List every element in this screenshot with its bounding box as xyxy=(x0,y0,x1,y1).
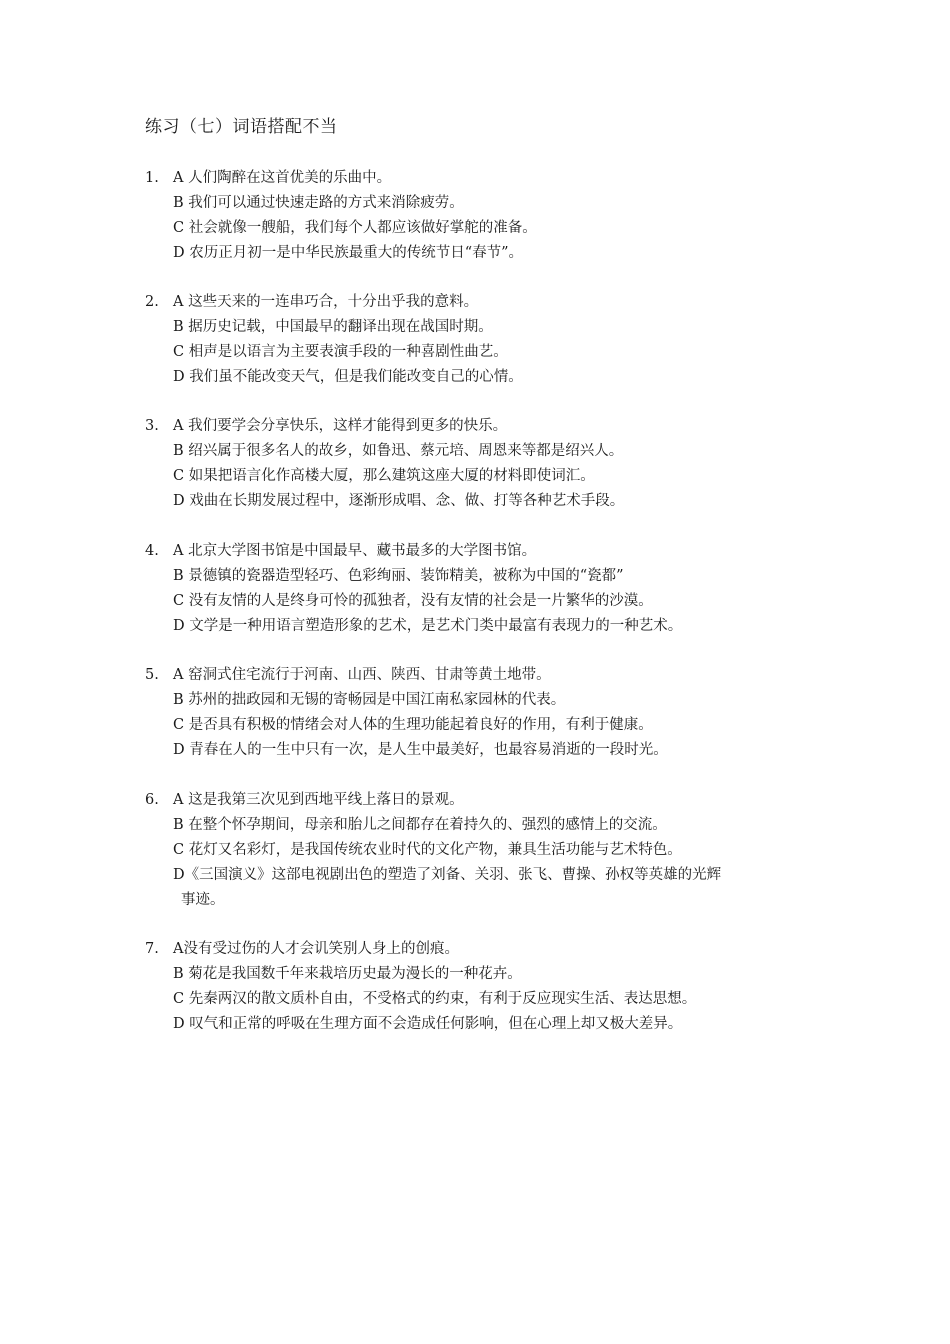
option-line xyxy=(145,241,825,266)
question-number: 7. xyxy=(145,941,159,957)
option-b: B 绍兴属于很多名人的故乡，如鲁迅、蔡元培、周恩来等都是绍兴人。 xyxy=(173,443,624,459)
option-b: B 苏州的拙政园和无锡的寄畅园是中国江南私家园林的代表。 xyxy=(173,692,566,708)
option-c: C 花灯又名彩灯，是我国传统农业时代的文化产物，兼具生活功能与艺术特色。 xyxy=(173,842,682,858)
option-line xyxy=(145,315,825,340)
question-number: 6. xyxy=(145,792,159,808)
question-3 xyxy=(145,414,825,514)
option-d: D 戏曲在长期发展过程中，逐渐形成唱、念、做、打等各种艺术手段。 xyxy=(173,493,625,509)
option-line xyxy=(145,290,825,315)
question-number: 2. xyxy=(145,294,159,310)
option-line xyxy=(145,539,825,564)
option-a: A 北京大学图书馆是中国最早、藏书最多的大学图书馆。 xyxy=(173,543,537,559)
option-line xyxy=(145,464,825,489)
question-number: 4. xyxy=(145,543,159,559)
option-line xyxy=(145,937,825,962)
option-d: D 叹气和正常的呼吸在生理方面不会造成任何影响，但在心理上却又极大差异。 xyxy=(173,1016,683,1032)
option-d: D 文学是一种用语言塑造形象的艺术，是艺术门类中最富有表现力的一种艺术。 xyxy=(173,618,683,634)
option-line xyxy=(145,987,825,1012)
option-d: D 我们虽不能改变天气，但是我们能改变自己的心情。 xyxy=(173,369,523,385)
question-number: 5. xyxy=(145,667,159,683)
option-line xyxy=(145,688,825,713)
option-line xyxy=(145,663,825,688)
option-line xyxy=(145,614,825,639)
question-4 xyxy=(145,539,825,639)
option-c: C 社会就像一艘船，我们每个人都应该做好掌舵的准备。 xyxy=(173,220,537,236)
option-line xyxy=(145,962,825,987)
option-a: A 人们陶醉在这首优美的乐曲中。 xyxy=(173,170,392,186)
option-b: B 我们可以通过快速走路的方式来消除疲劳。 xyxy=(173,195,464,211)
option-b: B 在整个怀孕期间，母亲和胎儿之间都存在着持久的、强烈的感情上的交流。 xyxy=(173,817,667,833)
option-line xyxy=(145,564,825,589)
option-line xyxy=(145,365,825,390)
option-line xyxy=(145,191,825,216)
option-a: A 这是我第三次见到西地平线上落日的景观。 xyxy=(173,792,464,808)
option-b: B 菊花是我国数千年来栽培历史最为漫长的一种花卉。 xyxy=(173,966,522,982)
option-a: A 我们要学会分享快乐，这样才能得到更多的快乐。 xyxy=(173,418,508,434)
option-a: A没有受过伤的人才会讥笑别人身上的创痕。 xyxy=(173,941,459,957)
option-d: D 农历正月初一是中华民族最重大的传统节日“春节”。 xyxy=(173,245,524,261)
question-5 xyxy=(145,663,825,763)
question-7 xyxy=(145,937,825,1037)
option-c: C 先秦两汉的散文质朴自由，不受格式的约束，有利于反应现实生活、表达思想。 xyxy=(173,991,697,1007)
question-1 xyxy=(145,166,825,266)
question-number: 1. xyxy=(145,170,159,186)
page-title: 练习（七）词语搭配不当 xyxy=(145,117,338,137)
option-line xyxy=(145,813,825,838)
option-line xyxy=(145,340,825,365)
option-line xyxy=(145,788,825,813)
option-c: C 没有友情的人是终身可怜的孤独者，没有友情的社会是一片繁华的沙漠。 xyxy=(173,593,653,609)
option-line xyxy=(145,863,825,888)
option-d: D 青春在人的一生中只有一次，是人生中最美好，也最容易消逝的一段时光。 xyxy=(173,742,668,758)
option-line xyxy=(145,439,825,464)
option-line xyxy=(145,838,825,863)
option-line xyxy=(145,589,825,614)
option-line xyxy=(145,414,825,439)
option-b: B 据历史记载，中国最早的翻译出现在战国时期。 xyxy=(173,319,493,335)
option-line xyxy=(145,166,825,191)
option-d: D《三国演义》这部电视剧出色的塑造了刘备、关羽、张飞、曹操、孙权等英雄的光辉 xyxy=(173,867,722,883)
option-c: C 如果把语言化作高楼大厦，那么建筑这座大厦的材料即使词汇。 xyxy=(173,468,595,484)
option-line xyxy=(145,888,825,913)
question-6 xyxy=(145,788,825,913)
option-a: A 这些天来的一连串巧合，十分出乎我的意料。 xyxy=(173,294,479,310)
option-d-continuation: 事迹。 xyxy=(181,892,225,908)
option-a: A 窑洞式住宅流行于河南、山西、陕西、甘肃等黄土地带。 xyxy=(173,667,551,683)
option-line xyxy=(145,489,825,514)
option-line xyxy=(145,216,825,241)
question-2 xyxy=(145,290,825,390)
option-c: C 是否具有积极的情绪会对人体的生理功能起着良好的作用，有利于健康。 xyxy=(173,717,653,733)
option-line xyxy=(145,713,825,738)
option-b: B 景德镇的瓷器造型轻巧、色彩绚丽、装饰精美，被称为中国的“瓷都” xyxy=(173,568,624,584)
option-c: C 相声是以语言为主要表演手段的一种喜剧性曲艺。 xyxy=(173,344,508,360)
option-line xyxy=(145,1012,825,1037)
option-line xyxy=(145,738,825,763)
question-number: 3. xyxy=(145,418,159,434)
